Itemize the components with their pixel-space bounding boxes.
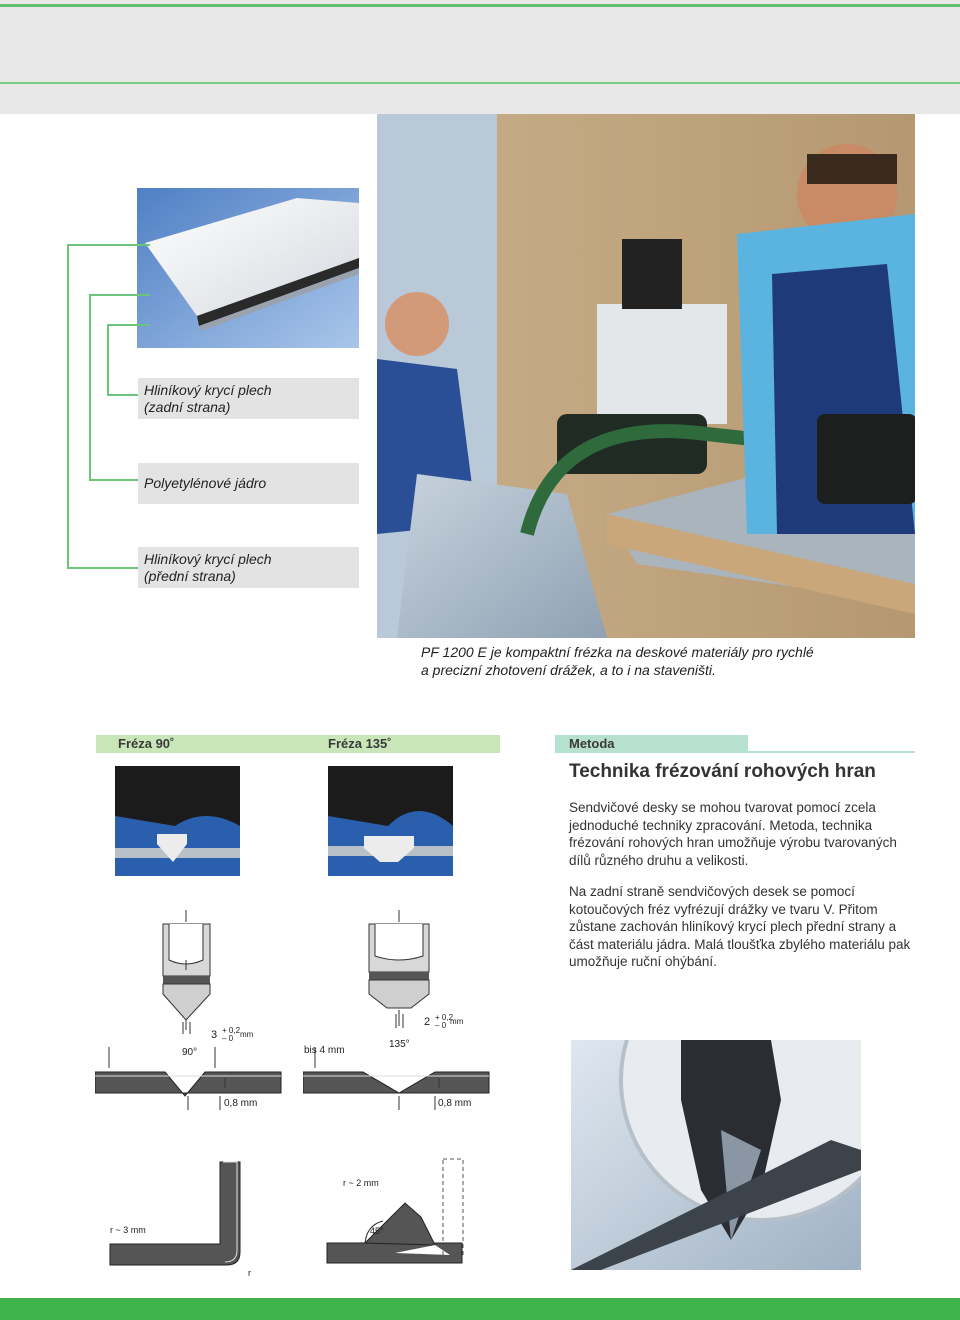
metoda-rule — [748, 751, 915, 753]
bend2-angle: 45° — [370, 1226, 384, 1236]
d135-depth: bis 4 mm — [304, 1045, 345, 1056]
d90-tol-minus: – 0 — [222, 1034, 234, 1043]
d135-angle: 135° — [389, 1039, 410, 1050]
article-paragraph-1: Sendvičové desky se mohou tvarovat pomocí zcela jednoduché techniky zpracování. Metoda, technika frézování rohových hran umožňuje výrobu tvarovaných dílů různého druhu a velikosti. — [569, 800, 897, 868]
d90-width: 3 — [211, 1029, 218, 1041]
d135-unit: mm — [450, 1017, 464, 1026]
photo-caption — [421, 643, 901, 679]
cutter-closeup-photo — [571, 1040, 861, 1270]
header-line — [0, 4, 960, 7]
bend1-r: r — [248, 1268, 251, 1278]
workshop-photo — [377, 114, 915, 638]
article-title: Technika frézování rohových hran — [569, 761, 876, 782]
header-freza-135: Fréza 135˚ — [328, 736, 392, 751]
cutter-135-photo — [328, 766, 453, 876]
diagram-bend-45 — [325, 1155, 465, 1270]
metoda-header-bar — [555, 735, 748, 753]
d90-remain: 0,8 mm — [224, 1098, 258, 1109]
label-core: Polyetylénové jádro — [138, 463, 359, 504]
bend2-radius: r ~ 2 mm — [343, 1178, 379, 1188]
diagram-cutter-90 — [95, 910, 285, 1115]
d90-angle: 90° — [182, 1047, 198, 1058]
label-back-sheet: Hliníkový krycí plech (zadní strana) — [138, 378, 359, 419]
header-band — [0, 0, 960, 114]
photo-caption-line2: a precizní zhotovení drážek, a to i na staveništi. — [421, 662, 716, 678]
d135-tol-plus: + 0,2 — [435, 1013, 454, 1022]
layer-connectors — [60, 240, 150, 600]
d90-tol-plus: + 0,2 — [222, 1026, 241, 1035]
header-freza-90: Fréza 90˚ — [118, 736, 175, 751]
d135-width: 2 — [424, 1016, 431, 1028]
diagram-cutter-135 — [303, 910, 493, 1115]
cutter-header-bar — [96, 735, 500, 753]
panel-photo — [137, 188, 359, 348]
bend1-radius: r ~ 3 mm — [110, 1225, 146, 1235]
photo-caption-line1: PF 1200 E je kompaktní frézka na deskové materiály pro rychlé — [421, 644, 814, 660]
article-paragraph-2: Na zadní straně sendvičových desek se pomocí kotoučových fréz vyfrézují drážky ve tvaru V. Přitom zůstane zachován hliníkový krycí plech přední strany a část materiálu jádra. Malá tloušťka zbylého materiálu pak umožňuje ruční ohýbání. — [569, 884, 911, 969]
d135-remain: 0,8 mm — [438, 1098, 472, 1109]
d135-tol-minus: – 0 — [435, 1021, 447, 1030]
d90-unit: mm — [240, 1030, 254, 1039]
cutter-90-photo — [115, 766, 240, 876]
label-front-sheet: Hliníkový krycí plech (přední strana) — [138, 547, 359, 588]
diagram-bend-90 — [105, 1160, 255, 1275]
header-metoda: Metoda — [569, 736, 615, 751]
header-line-lower — [0, 82, 960, 84]
footer-bar — [0, 1298, 960, 1320]
